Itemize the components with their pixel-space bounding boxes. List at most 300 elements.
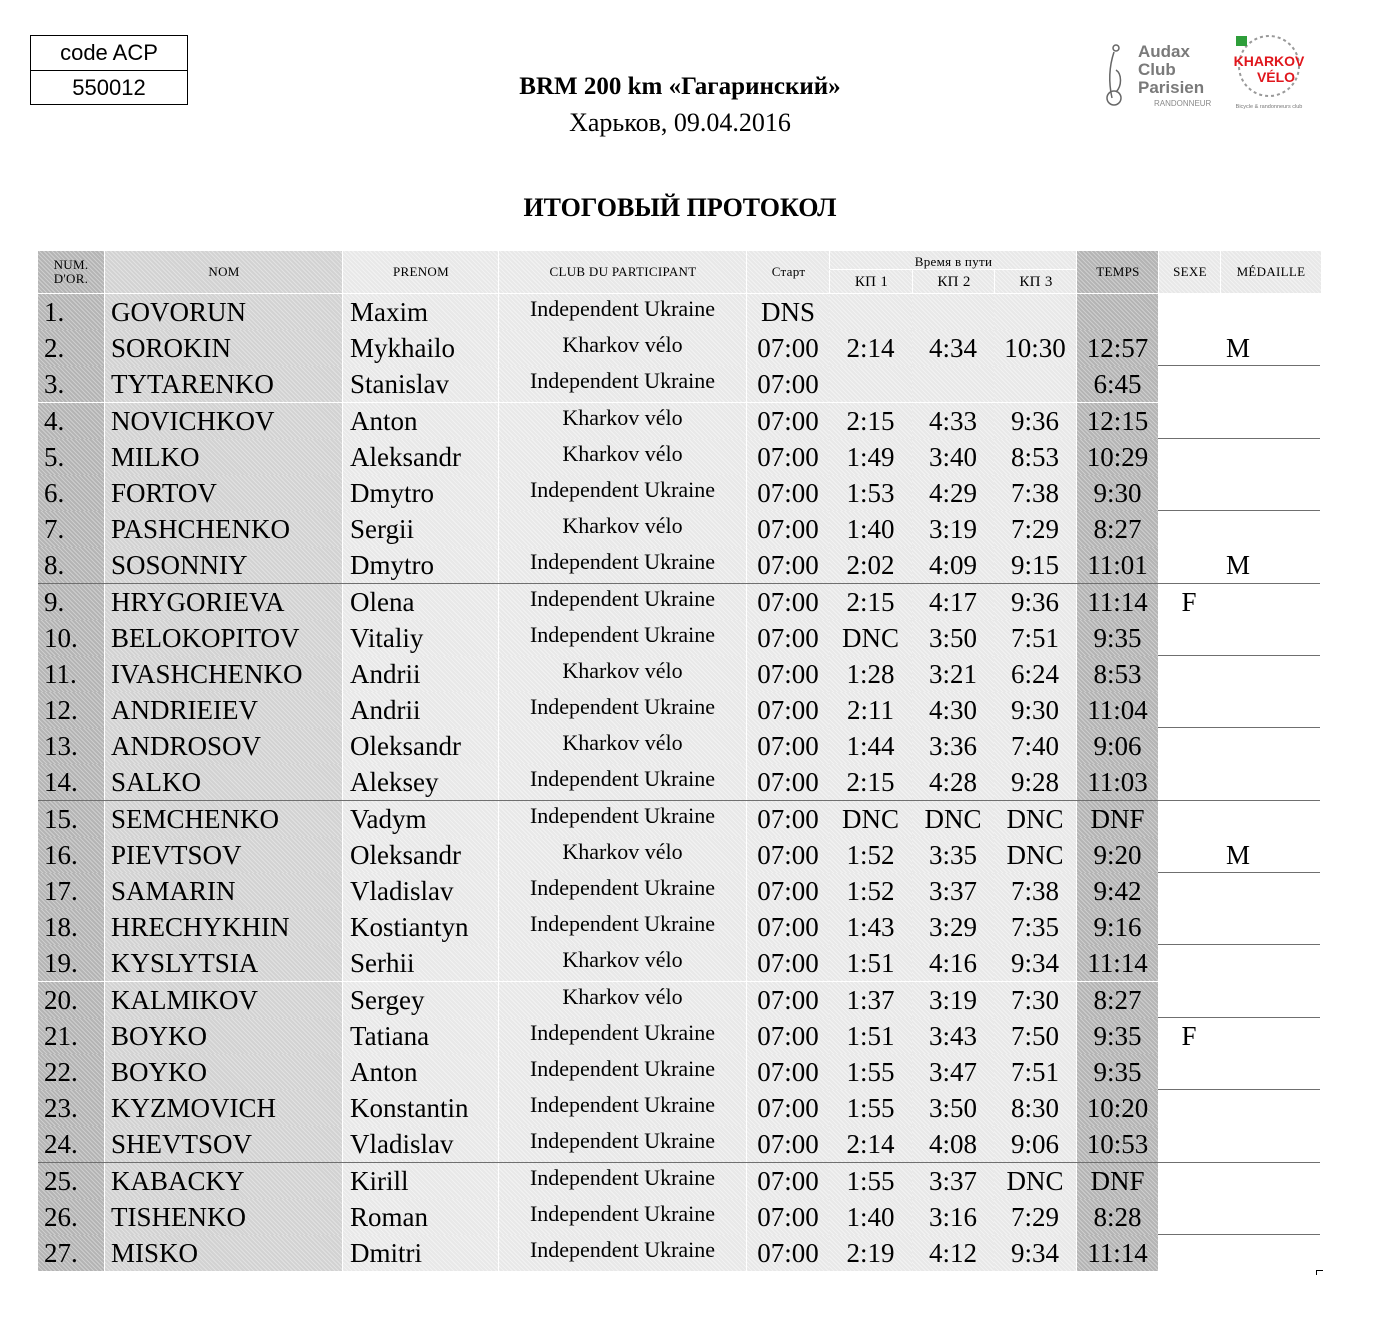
table-row [38, 801, 1320, 837]
acp-code-value: 550012 [72, 75, 146, 100]
cell-club: Independent Ukraine [498, 1126, 746, 1162]
cell-prenom: Aleksandr [342, 439, 498, 475]
cell-nom: SOSONNIY [104, 547, 342, 583]
cell-num: 5. [38, 439, 104, 475]
cell-nom: SALKO [104, 764, 342, 800]
cell-kp2: 3:19 [912, 511, 994, 547]
cell-sexe [1158, 764, 1220, 800]
cell-temps: 9:35 [1076, 620, 1158, 656]
cell-start: 07:00 [746, 439, 829, 475]
cell-medal [1220, 1054, 1320, 1090]
cell-start: 07:00 [746, 1090, 829, 1126]
table-row [38, 620, 1320, 656]
cell-kp1: 1:49 [829, 439, 912, 475]
cell-kp3: 7:29 [994, 1199, 1076, 1235]
cell-start: 07:00 [746, 692, 829, 728]
cell-kp3: 7:35 [994, 909, 1076, 945]
cell-nom: BELOKOPITOV [104, 620, 342, 656]
cell-prenom: Mykhailo [342, 330, 498, 366]
cell-temps: DNF [1076, 1163, 1158, 1199]
cell-club: Independent Ukraine [498, 475, 746, 511]
cell-club: Independent Ukraine [498, 584, 746, 620]
kharkov-logo-line2: VÉLO [1256, 69, 1296, 85]
cell-kp1: 2:15 [829, 764, 912, 800]
protocol-heading: ИТОГОВЫЙ ПРОТОКОЛ [523, 193, 837, 222]
cell-medal [1220, 982, 1320, 1018]
cell-kp1: 1:51 [829, 1018, 912, 1054]
cell-sexe [1158, 1126, 1220, 1162]
cell-start: 07:00 [746, 656, 829, 692]
table-row [38, 439, 1320, 475]
cell-num: 23. [38, 1090, 104, 1126]
cell-medal [1220, 366, 1320, 402]
cell-prenom: Konstantin [342, 1090, 498, 1126]
table-row [38, 982, 1320, 1018]
cell-nom: SHEVTSOV [104, 1126, 342, 1162]
event-location-date: Харьков, 09.04.2016 [569, 108, 791, 137]
header-kp1: КП 1 [829, 270, 913, 293]
cell-kp2: 3:16 [912, 1199, 994, 1235]
cell-start: 07:00 [746, 873, 829, 909]
cell-sexe [1158, 982, 1220, 1018]
cell-prenom: Stanislav [342, 366, 498, 402]
cell-num: 4. [38, 403, 104, 439]
cell-club: Independent Ukraine [498, 1054, 746, 1090]
cell-temps: DNF [1076, 801, 1158, 837]
cell-nom: HRECHYKHIN [104, 909, 342, 945]
cell-club: Independent Ukraine [498, 1163, 746, 1199]
cell-start: 07:00 [746, 801, 829, 837]
cell-prenom: Maxim [342, 294, 498, 330]
cell-prenom: Vadym [342, 801, 498, 837]
cell-temps: 9:35 [1076, 1054, 1158, 1090]
table-row [38, 692, 1320, 728]
table-row [38, 1126, 1320, 1162]
cell-nom: KYSLYTSIA [104, 945, 342, 981]
cell-kp2: 4:30 [912, 692, 994, 728]
cell-num: 8. [38, 547, 104, 583]
cell-temps: 9:42 [1076, 873, 1158, 909]
cell-kp1: 1:28 [829, 656, 912, 692]
cell-medal [1220, 511, 1320, 547]
cell-kp3: 7:40 [994, 728, 1076, 764]
cell-sexe: F [1181, 1020, 1197, 1051]
header-medaille: MÉDAILLE [1220, 251, 1321, 293]
cell-club: Independent Ukraine [498, 620, 746, 656]
cell-kp1 [829, 294, 912, 330]
cell-sexe: F [1181, 586, 1197, 617]
cell-club: Independent Ukraine [498, 1235, 746, 1271]
cell-kp1: 2:11 [829, 692, 912, 728]
cell-sexe [1158, 403, 1220, 439]
cell-club: Independent Ukraine [498, 764, 746, 800]
header-start: Старт [746, 251, 830, 293]
cell-kp2: 3:36 [912, 728, 994, 764]
cell-num: 11. [38, 656, 104, 692]
cell-sexe [1158, 1090, 1220, 1126]
table-body [38, 294, 1320, 1271]
cell-medal [1220, 1235, 1320, 1271]
table-row [38, 837, 1320, 873]
cell-sexe [1158, 620, 1220, 656]
cell-kp2: 3:50 [912, 1090, 994, 1126]
cell-prenom: Kostiantyn [342, 909, 498, 945]
cell-nom: FORTOV [104, 475, 342, 511]
header-num: NUM. D'OR. [38, 251, 104, 293]
cell-medal [1220, 294, 1320, 330]
cell-sexe [1158, 366, 1220, 402]
cell-club: Independent Ukraine [498, 692, 746, 728]
cell-temps: 11:14 [1076, 584, 1158, 620]
cell-kp2: 3:29 [912, 909, 994, 945]
cell-kp1: 1:51 [829, 945, 912, 981]
cell-start: 07:00 [746, 584, 829, 620]
cell-start: 07:00 [746, 1163, 829, 1199]
cell-nom: ANDROSOV [104, 728, 342, 764]
cell-prenom: Vitaliy [342, 620, 498, 656]
cell-kp3: 10:30 [994, 330, 1076, 366]
cell-temps: 9:06 [1076, 728, 1158, 764]
cell-kp1: 1:43 [829, 909, 912, 945]
cell-nom: MILKO [104, 439, 342, 475]
cell-prenom: Andrii [342, 692, 498, 728]
header-sexe: SEXE [1158, 251, 1221, 293]
cell-sexe [1158, 294, 1220, 330]
event-title: BRM 200 km «Гагаринский» [519, 73, 841, 100]
cell-kp2: 4:29 [912, 475, 994, 511]
cell-club: Kharkov vélo [498, 982, 746, 1018]
cell-start: 07:00 [746, 764, 829, 800]
cell-start: 07:00 [746, 945, 829, 981]
cell-temps: 12:15 [1076, 403, 1158, 439]
header-prenom: PRENOM [342, 251, 499, 293]
header-club: CLUB DU PARTICIPANT [498, 251, 747, 293]
cell-start: DNS [746, 294, 829, 330]
table-row [38, 764, 1320, 800]
cell-kp1: 2:19 [829, 1235, 912, 1271]
acp-logo-line4: RANDONNEUR [1154, 99, 1212, 108]
cell-kp2: 3:43 [912, 1018, 994, 1054]
cell-medal [1220, 692, 1320, 728]
cell-sexe [1158, 439, 1220, 475]
cell-kp3: 9:15 [994, 547, 1076, 583]
cell-nom: NOVICHKOV [104, 403, 342, 439]
cell-kp2: 3:35 [912, 837, 994, 873]
cell-temps [1076, 294, 1158, 330]
cell-kp3: 6:24 [994, 656, 1076, 692]
cell-medal [1220, 945, 1320, 981]
cell-start: 07:00 [746, 1018, 829, 1054]
cell-num: 15. [38, 801, 104, 837]
cell-medal [1220, 873, 1320, 909]
cell-sexe [1158, 728, 1220, 764]
cell-kp2: 4:17 [912, 584, 994, 620]
cell-kp1: 2:14 [829, 1126, 912, 1162]
cell-sexe [1158, 945, 1220, 981]
table-row [38, 909, 1320, 945]
cell-kp2: 3:40 [912, 439, 994, 475]
cell-kp1: 1:37 [829, 982, 912, 1018]
cell-kp3: 9:34 [994, 945, 1076, 981]
table-row [38, 1235, 1320, 1271]
cell-prenom: Sergey [342, 982, 498, 1018]
cell-num: 21. [38, 1018, 104, 1054]
cell-num: 25. [38, 1163, 104, 1199]
cell-club: Independent Ukraine [498, 909, 746, 945]
cell-temps: 9:35 [1076, 1018, 1158, 1054]
cell-kp1: 1:40 [829, 511, 912, 547]
table-row [38, 475, 1320, 511]
acp-code-label: code ACP [31, 36, 187, 71]
table-row [38, 945, 1320, 981]
cell-prenom: Oleksandr [342, 728, 498, 764]
cell-kp3: 9:36 [994, 403, 1076, 439]
cell-num: 12. [38, 692, 104, 728]
cell-num: 22. [38, 1054, 104, 1090]
cell-kp2: 3:50 [912, 620, 994, 656]
table-row [38, 873, 1320, 909]
cell-temps: 10:53 [1076, 1126, 1158, 1162]
cell-prenom: Oleksandr [342, 837, 498, 873]
cell-temps: 10:29 [1076, 439, 1158, 475]
cell-kp3: 9:34 [994, 1235, 1076, 1271]
cell-kp1: DNC [829, 801, 912, 837]
cell-prenom: Anton [342, 403, 498, 439]
cell-prenom: Dmytro [342, 547, 498, 583]
cell-nom: GOVORUN [104, 294, 342, 330]
cell-sexe [1158, 1054, 1220, 1090]
acp-code-box [30, 35, 188, 105]
cell-temps: 11:14 [1076, 945, 1158, 981]
cell-kp3: 7:38 [994, 873, 1076, 909]
cell-kp3: 9:06 [994, 1126, 1076, 1162]
cell-start: 07:00 [746, 1235, 829, 1271]
cell-kp1: 1:55 [829, 1090, 912, 1126]
cell-kp2: 4:16 [912, 945, 994, 981]
cell-kp3 [994, 294, 1076, 330]
cell-kp2 [912, 294, 994, 330]
cell-temps: 10:20 [1076, 1090, 1158, 1126]
cell-temps: 11:01 [1076, 547, 1158, 583]
cell-kp1: 1:40 [829, 1199, 912, 1235]
cell-kp3: 7:30 [994, 982, 1076, 1018]
cell-medal [1220, 620, 1320, 656]
cell-nom: TYTARENKO [104, 366, 342, 402]
cell-kp2: 3:37 [912, 873, 994, 909]
cell-kp1: DNC [829, 620, 912, 656]
header-temps: TEMPS [1076, 251, 1159, 293]
cell-kp3: 8:53 [994, 439, 1076, 475]
cell-sexe [1158, 547, 1220, 583]
cell-medal [1220, 584, 1320, 620]
cell-nom: SEMCHENKO [104, 801, 342, 837]
cell-kp1: 1:53 [829, 475, 912, 511]
cell-nom: MISKO [104, 1235, 342, 1271]
cell-num: 9. [38, 584, 104, 620]
cell-sexe [1158, 1235, 1220, 1271]
acp-logo-line1: Audax [1138, 42, 1190, 61]
cell-kp3: DNC [994, 1163, 1076, 1199]
cell-kp1: 1:55 [829, 1163, 912, 1199]
cell-nom: SOROKIN [104, 330, 342, 366]
cell-kp1: 2:15 [829, 584, 912, 620]
acp-logo-line2: Club [1138, 60, 1176, 79]
table-row [38, 1163, 1320, 1199]
cell-kp2: 4:12 [912, 1235, 994, 1271]
cell-medal: M [1226, 839, 1251, 870]
cell-club: Independent Ukraine [498, 873, 746, 909]
cell-club: Kharkov vélo [498, 511, 746, 547]
cell-club: Independent Ukraine [498, 801, 746, 837]
cell-kp2: 4:09 [912, 547, 994, 583]
cell-medal [1220, 728, 1320, 764]
cell-temps: 8:53 [1076, 656, 1158, 692]
table-row [38, 584, 1320, 620]
cell-nom: TISHENKO [104, 1199, 342, 1235]
cell-kp2: 4:08 [912, 1126, 994, 1162]
cell-num: 13. [38, 728, 104, 764]
cell-kp1: 1:55 [829, 1054, 912, 1090]
cell-kp2: 4:28 [912, 764, 994, 800]
cell-num: 2. [38, 330, 104, 366]
cell-medal [1220, 801, 1320, 837]
cell-num: 26. [38, 1199, 104, 1235]
cell-prenom: Vladislav [342, 1126, 498, 1162]
cell-num: 20. [38, 982, 104, 1018]
cyclist-icon [1107, 45, 1121, 105]
cell-sexe [1158, 837, 1220, 873]
cell-medal [1220, 1126, 1320, 1162]
cell-nom: BOYKO [104, 1054, 342, 1090]
cell-start: 07:00 [746, 1126, 829, 1162]
cell-medal: M [1226, 333, 1251, 364]
cell-temps: 8:27 [1076, 511, 1158, 547]
cell-sexe [1158, 330, 1220, 366]
cell-start: 07:00 [746, 511, 829, 547]
cell-kp3: 9:36 [994, 584, 1076, 620]
audax-club-parisien-logo [1104, 40, 1216, 110]
corner-mark [1316, 1270, 1323, 1275]
cell-num: 6. [38, 475, 104, 511]
cell-kp3: DNC [994, 801, 1076, 837]
cell-club: Independent Ukraine [498, 1199, 746, 1235]
cell-num: 14. [38, 764, 104, 800]
table-row [38, 1090, 1320, 1126]
cell-sexe [1158, 909, 1220, 945]
cell-club: Kharkov vélo [498, 330, 746, 366]
cell-start: 07:00 [746, 620, 829, 656]
cell-num: 17. [38, 873, 104, 909]
cell-kp2: 3:21 [912, 656, 994, 692]
cell-prenom: Vladislav [342, 873, 498, 909]
cell-num: 7. [38, 511, 104, 547]
header-kp3: КП 3 [994, 270, 1077, 293]
cell-start: 07:00 [746, 982, 829, 1018]
cell-num: 27. [38, 1235, 104, 1271]
cell-prenom: Olena [342, 584, 498, 620]
table-header [38, 251, 1320, 293]
cell-prenom: Dmytro [342, 475, 498, 511]
kharkov-logo-line1: KHARKOV [1233, 53, 1305, 69]
cell-prenom: Serhii [342, 945, 498, 981]
cell-kp1: 2:02 [829, 547, 912, 583]
cell-kp2: 3:37 [912, 1163, 994, 1199]
cell-kp2: 4:33 [912, 403, 994, 439]
cell-prenom: Anton [342, 1054, 498, 1090]
cell-medal [1220, 403, 1320, 439]
cell-temps: 11:04 [1076, 692, 1158, 728]
cell-sexe [1158, 511, 1220, 547]
table-row [38, 656, 1320, 692]
table-row [38, 403, 1320, 439]
cell-nom: KABACKY [104, 1163, 342, 1199]
cell-kp3: 7:51 [994, 1054, 1076, 1090]
cell-nom: BOYKO [104, 1018, 342, 1054]
cell-kp1: 1:52 [829, 837, 912, 873]
cell-kp2 [912, 366, 994, 402]
cell-start: 07:00 [746, 330, 829, 366]
cell-club: Kharkov vélo [498, 728, 746, 764]
cell-kp1: 2:15 [829, 403, 912, 439]
cell-kp2: DNC [912, 801, 994, 837]
cell-sexe [1158, 1163, 1220, 1199]
cell-medal [1220, 764, 1320, 800]
cell-kp3: 9:28 [994, 764, 1076, 800]
cell-club: Independent Ukraine [498, 547, 746, 583]
cell-club: Kharkov vélo [498, 837, 746, 873]
cell-num: 10. [38, 620, 104, 656]
cell-start: 07:00 [746, 475, 829, 511]
cell-start: 07:00 [746, 403, 829, 439]
cell-temps: 9:16 [1076, 909, 1158, 945]
cell-prenom: Roman [342, 1199, 498, 1235]
cell-start: 07:00 [746, 366, 829, 402]
cell-medal [1220, 1199, 1320, 1235]
cell-kp2: 3:19 [912, 982, 994, 1018]
cell-club: Independent Ukraine [498, 366, 746, 402]
results-table [38, 251, 1320, 1268]
flag-icon [1236, 36, 1247, 46]
cell-sexe [1158, 692, 1220, 728]
cell-medal [1220, 439, 1320, 475]
cell-temps: 12:57 [1076, 330, 1158, 366]
cell-kp1: 2:14 [829, 330, 912, 366]
cell-temps: 8:28 [1076, 1199, 1158, 1235]
table-row [38, 1199, 1320, 1235]
cell-temps: 8:27 [1076, 982, 1158, 1018]
cell-kp1: 1:52 [829, 873, 912, 909]
cell-nom: KALMIKOV [104, 982, 342, 1018]
cell-temps: 11:03 [1076, 764, 1158, 800]
cell-nom: PASHCHENKO [104, 511, 342, 547]
table-row [38, 294, 1320, 330]
cell-kp3 [994, 366, 1076, 402]
cell-club: Independent Ukraine [498, 1090, 746, 1126]
cell-start: 07:00 [746, 547, 829, 583]
cell-club: Independent Ukraine [498, 1018, 746, 1054]
cell-prenom: Tatiana [342, 1018, 498, 1054]
table-row [38, 330, 1320, 366]
cell-medal: M [1226, 550, 1251, 581]
cell-medal [1220, 1018, 1320, 1054]
cell-start: 07:00 [746, 1199, 829, 1235]
cell-kp2: 4:34 [912, 330, 994, 366]
kharkov-velo-logo [1226, 32, 1312, 112]
cell-start: 07:00 [746, 837, 829, 873]
header-time-group: Время в пути [829, 251, 1077, 269]
cell-club: Kharkov vélo [498, 945, 746, 981]
cell-nom: PIEVTSOV [104, 837, 342, 873]
